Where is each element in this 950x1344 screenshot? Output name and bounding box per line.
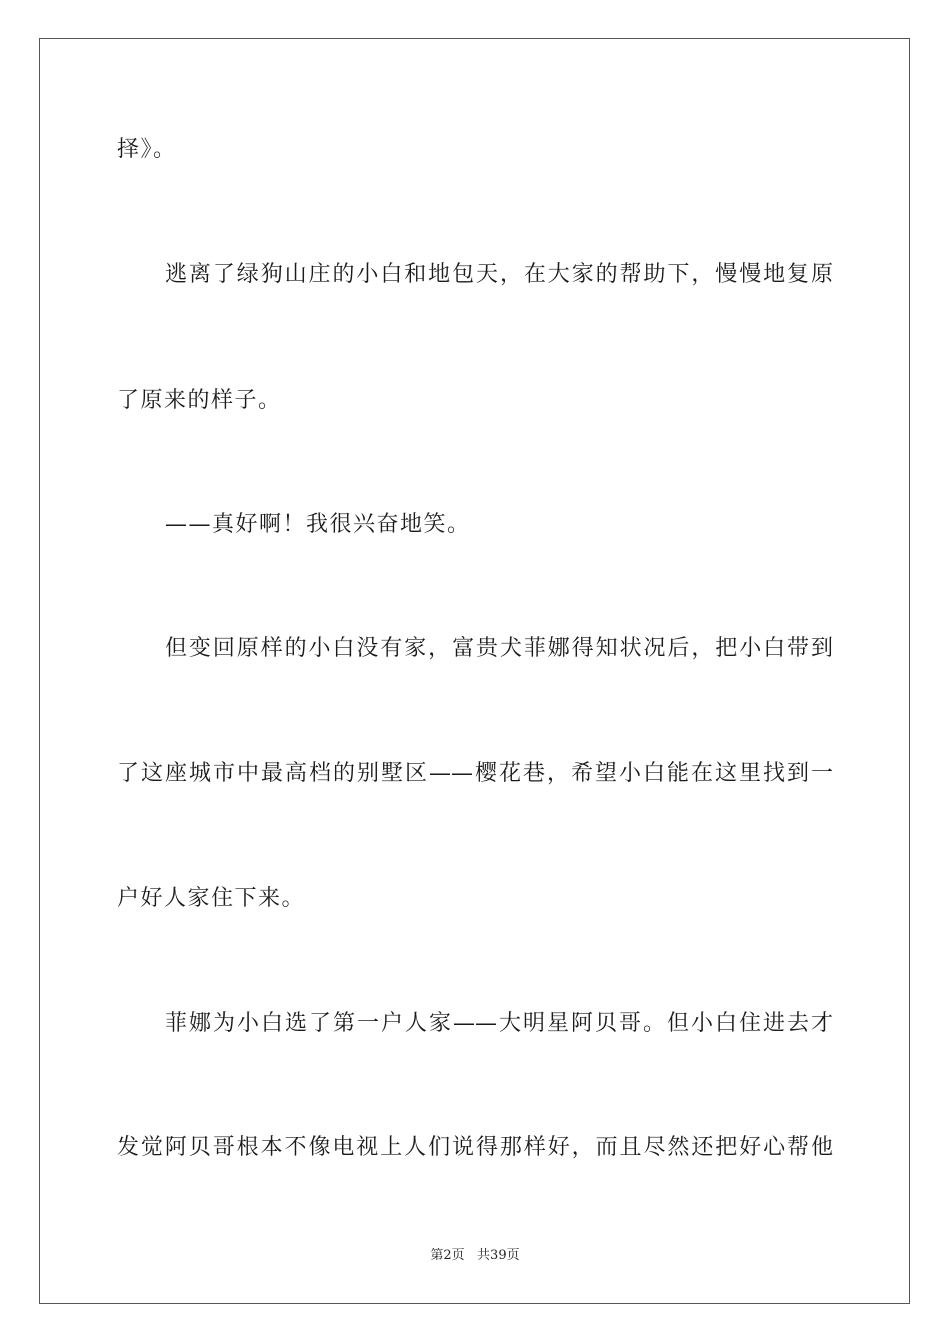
- text-line-8: 菲娜为小白选了第一户人家——大明星阿贝哥。但小白住进去才: [165, 1011, 833, 1036]
- text-line-3: 了原来的样子。: [117, 388, 282, 413]
- text-line-9: 发觉阿贝哥根本不像电视上人们说得那样好，而且尽然还把好心帮他: [117, 1135, 833, 1160]
- text-line-2: 逃离了绿狗山庄的小白和地包天，在大家的帮助下，慢慢地复原: [165, 262, 833, 287]
- text-line-6: 了这座城市中最高档的别墅区——樱花巷，希望小白能在这里找到一: [117, 761, 833, 786]
- text-line-7: 户好人家住下来。: [117, 886, 306, 911]
- text-line-5: 但变回原样的小白没有家，富贵犬菲娜得知状况后，把小白带到: [165, 636, 833, 661]
- page-number-footer: 第2页 共39页: [430, 1248, 520, 1263]
- page-frame: [39, 38, 910, 1304]
- text-line-1: 择》。: [117, 137, 177, 162]
- text-line-4: ——真好啊！我很兴奋地笑。: [165, 512, 471, 537]
